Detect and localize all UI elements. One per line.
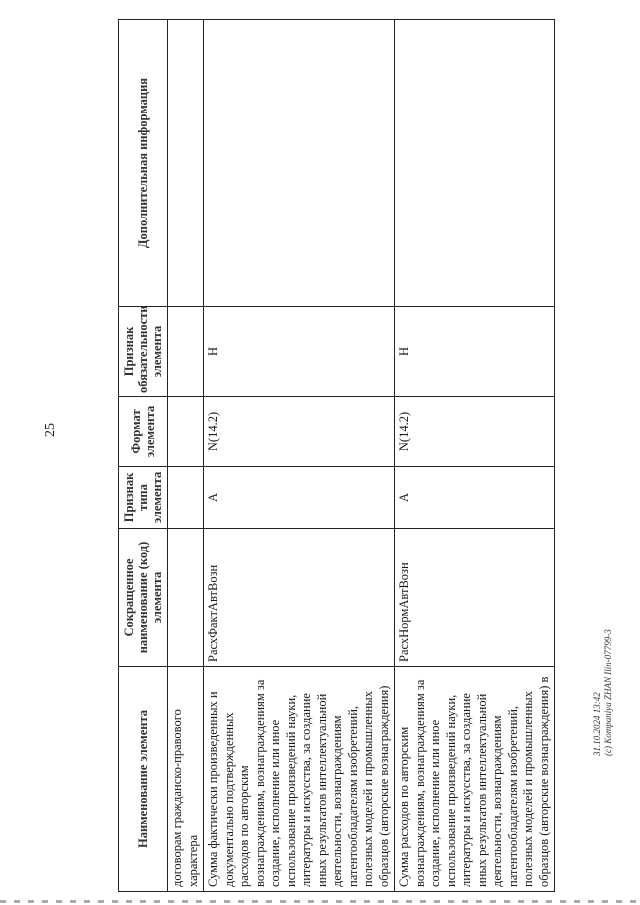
- cell-required: Н: [395, 307, 555, 397]
- cell-name: договорам гражданско-правового характера: [168, 667, 204, 892]
- cell-code: РасхНормАвтВозн: [395, 529, 555, 667]
- cell-type: А: [395, 467, 555, 529]
- document-table-rotated: [118, 20, 630, 892]
- header-format: Формат элемента: [119, 397, 168, 467]
- footer-stamp: [592, 586, 614, 756]
- table-row: [395, 20, 555, 892]
- cell-name: Сумма расходов по авторским вознаграждениям, вознаграждениям за создание, исполнение или иное использование произведений науки, литературы и искусства, за создание иных результатов интеллектуальной деятельности, вознаграждениям патентообладателям изобретений, полезных моделей и промышленных образцов (авторские вознаграждения) в: [395, 667, 555, 892]
- cell-format: N(14.2): [204, 397, 395, 467]
- footer-date: 31.10.2024 13:42: [592, 692, 602, 756]
- table-row: [168, 20, 204, 892]
- cell-info: [395, 20, 555, 307]
- cell-type: [168, 467, 204, 529]
- table-header-row: [119, 20, 168, 892]
- cell-info: [204, 20, 395, 307]
- header-required: Признак обязательности элемента: [119, 307, 168, 397]
- scan-edge: [0, 900, 640, 903]
- header-code: Сокращенное наименование (код) элемента: [119, 529, 168, 667]
- header-type: Признак типа элемента: [119, 467, 168, 529]
- footer-id: (c) Kompaniya ZHAN Ilin-07799-3: [603, 629, 613, 756]
- cell-name: Сумма фактически произведенных и документально подтвержденных расходов по авторским вознаграждениям, вознаграждениям за создание, исполнение или иное использование произведений науки, литературы и искусства, за создание иных результатов интеллектуальной деятельности, вознаграждениям патентообладателям изобретений, полезных моделей и промышленных образцов (авторские вознаграждения): [204, 667, 395, 892]
- cell-code: РасхФактАвтВозн: [204, 529, 395, 667]
- page-number: 25: [43, 423, 58, 437]
- cell-format: [168, 397, 204, 467]
- header-name: Наименование элемента: [119, 667, 168, 892]
- cell-code: [168, 529, 204, 667]
- cell-info: [168, 20, 204, 307]
- cell-type: А: [204, 467, 395, 529]
- table-row: [204, 20, 395, 892]
- header-info: Дополнительная информация: [119, 20, 168, 307]
- cell-required: Н: [204, 307, 395, 397]
- elements-table: [118, 19, 555, 892]
- cell-required: [168, 307, 204, 397]
- cell-format: N(14.2): [395, 397, 555, 467]
